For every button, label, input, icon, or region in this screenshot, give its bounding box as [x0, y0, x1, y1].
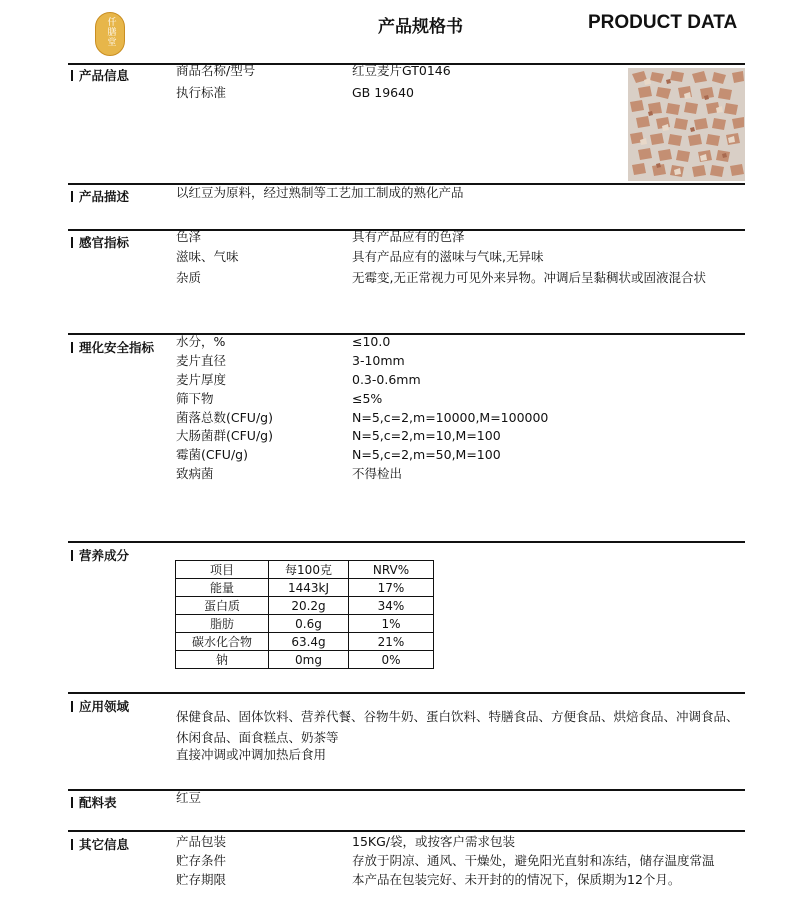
section-divider	[68, 789, 745, 791]
sensory-value: 具有产品应有的滋味与气味,无异味	[352, 249, 544, 264]
section-heading-safety: 理化安全指标	[71, 338, 154, 356]
safety-label: 水分，%	[176, 334, 226, 349]
section-divider	[68, 692, 745, 694]
table-cell: 碳水化合物	[176, 633, 269, 651]
table-row	[176, 597, 434, 615]
safety-label: 筛下物	[176, 391, 214, 406]
table-cell: 0.6g	[269, 615, 349, 633]
sensory-value: 具有产品应有的色泽	[352, 229, 465, 244]
column-header: NRV%	[349, 561, 434, 579]
sensory-label: 杂质	[176, 270, 202, 285]
table-cell: 17%	[349, 579, 434, 597]
safety-label: 麦片厚度	[176, 372, 227, 387]
page-title-en: PRODUCT DATA	[588, 12, 738, 33]
sensory-label: 色泽	[176, 229, 202, 244]
table-row	[176, 615, 434, 633]
safety-label: 菌落总数(CFU/g)	[176, 410, 273, 425]
brand-logo	[95, 12, 125, 56]
table-row	[176, 579, 434, 597]
table-row	[176, 633, 434, 651]
table-cell: 0mg	[269, 651, 349, 669]
product-photo	[628, 68, 745, 181]
nutrition-table	[175, 560, 434, 669]
safety-value: 不得检出	[352, 466, 403, 481]
safety-value: 0.3-0.6mm	[352, 372, 421, 387]
usage-text: 直接冲调或冲调加热后食用	[176, 747, 327, 762]
safety-value: ≤10.0	[352, 334, 391, 349]
other-value: 15KG/袋，或按客户需求包装	[352, 834, 516, 849]
safety-label: 麦片直径	[176, 353, 227, 368]
section-divider	[68, 541, 745, 543]
standard-value: GB 19640	[352, 85, 414, 100]
safety-value: ≤5%	[352, 391, 383, 406]
table-cell: 21%	[349, 633, 434, 651]
page-title-cn: 产品规格书	[378, 17, 463, 37]
table-cell: 34%	[349, 597, 434, 615]
sensory-value: 无霉变,无正常视力可见外来异物。冲调后呈黏稠状或固液混合状	[352, 270, 706, 285]
section-heading-description: 产品描述	[71, 187, 129, 205]
table-cell: 钠	[176, 651, 269, 669]
table-cell: 脂肪	[176, 615, 269, 633]
table-cell: 能量	[176, 579, 269, 597]
other-value: 存放于阴凉、通风、干燥处，避免阳光直射和冻结，储存温度常温	[352, 853, 715, 868]
column-header: 每100克	[269, 561, 349, 579]
ingredients-text: 红豆	[176, 790, 202, 805]
table-cell: 20.2g	[269, 597, 349, 615]
column-header: 项目	[176, 561, 269, 579]
table-header-row	[176, 561, 434, 579]
section-heading-nutrition: 营养成分	[71, 546, 129, 564]
section-heading-sensory: 感官指标	[71, 233, 129, 251]
other-label: 贮存条件	[176, 853, 227, 868]
section-divider	[68, 333, 745, 335]
standard-label: 执行标准	[176, 85, 227, 100]
section-divider	[68, 830, 745, 832]
application-text: 保健食品、固体饮料、营养代餐、谷物牛奶、蛋白饮料、特膳食品、方便食品、烘焙食品、冲调食品、休闲食品、面食糕点、奶茶等	[176, 709, 739, 745]
table-row	[176, 651, 434, 669]
product-name-value: 红豆麦片GT0146	[352, 63, 451, 78]
section-heading-product-info: 产品信息	[71, 66, 129, 84]
section-heading-other: 其它信息	[71, 835, 129, 853]
section-heading-application: 应用领域	[71, 697, 129, 715]
sensory-label: 滋味、气味	[176, 249, 239, 264]
product-name-label: 商品名称/型号	[176, 63, 256, 78]
table-cell: 蛋白质	[176, 597, 269, 615]
safety-value: N=5,c=2,m=50,M=100	[352, 447, 501, 462]
other-label: 贮存期限	[176, 872, 227, 887]
safety-label: 霉菌(CFU/g)	[176, 447, 248, 462]
safety-value: 3-10mm	[352, 353, 405, 368]
section-heading-ingredients: 配料表	[71, 793, 117, 811]
safety-value: N=5,c=2,m=10000,M=100000	[352, 410, 549, 425]
other-label: 产品包装	[176, 834, 227, 849]
other-value: 本产品在包装完好、未开封的的情况下，保质期为12个月。	[352, 872, 681, 887]
safety-value: N=5,c=2,m=10,M=100	[352, 428, 501, 443]
table-cell: 63.4g	[269, 633, 349, 651]
logo-text: 仟膳堂	[105, 17, 116, 47]
description-text: 以红豆为原料，经过熟制等工艺加工制成的熟化产品	[176, 185, 464, 200]
safety-label: 致病菌	[176, 466, 214, 481]
table-cell: 1443kJ	[269, 579, 349, 597]
table-cell: 1%	[349, 615, 434, 633]
safety-label: 大肠菌群(CFU/g)	[176, 428, 273, 443]
table-cell: 0%	[349, 651, 434, 669]
